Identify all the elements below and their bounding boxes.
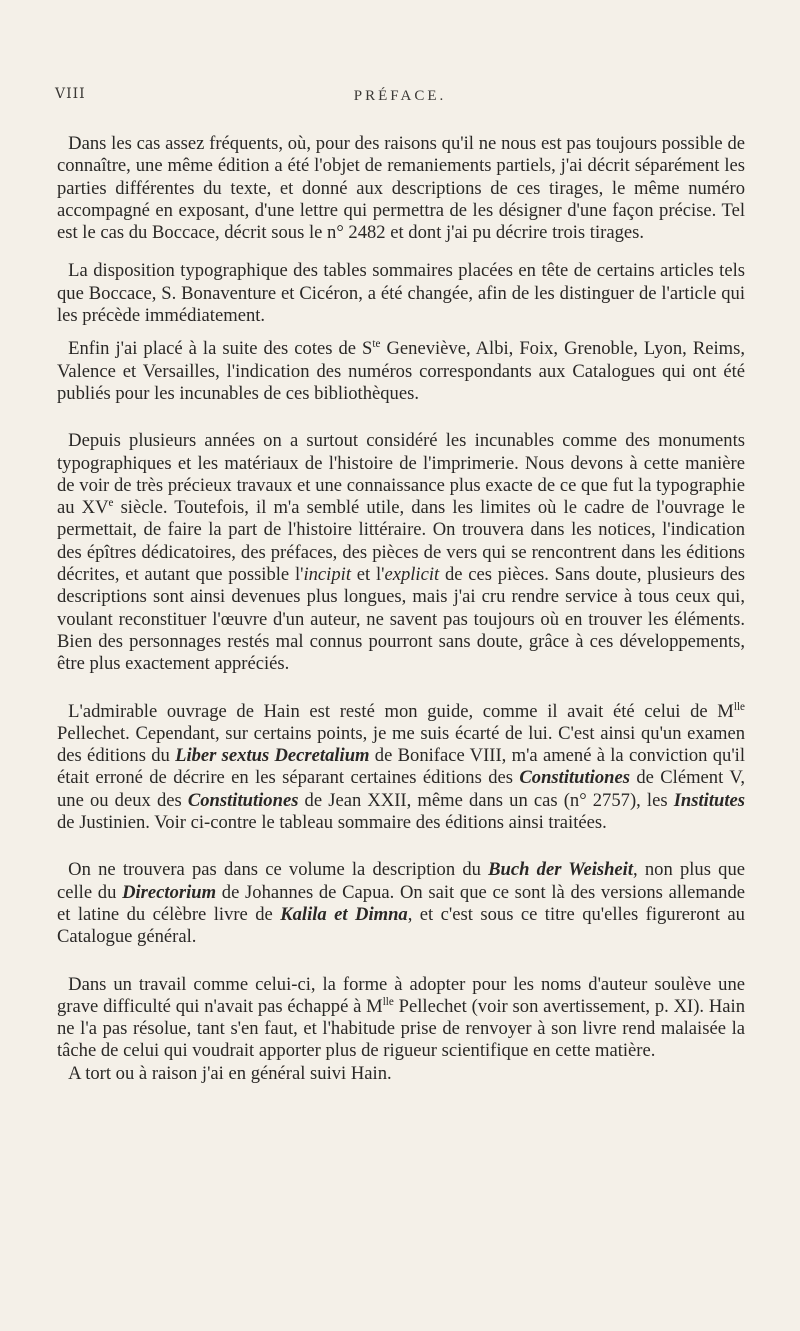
paragraph-1: Dans les cas assez fréquents, où, pour des raisons qu'il ne nous est pas toujours possible de connaître, une même édition a été l'objet de remaniements partiels, j'ai décrit séparément les parties différentes du texte, et donné aux descriptions de ces tirages, le même numéro accompagné en exposant, d'une lettre qui permettra de les désigner d'une façon précise. Tel est le cas du Boccace, décrit sous le n° 2482 et dont j'ai pu décrire trois tirages. xyxy=(57,133,745,244)
superscript: e xyxy=(108,496,114,509)
italic-title: Institutes xyxy=(673,789,745,811)
italic-title: Kalila et Dimna xyxy=(280,903,408,925)
running-head xyxy=(55,86,745,110)
paragraph-7-text-a: Dans un travail comme celui-ci, la forme à adopter pour les noms d'auteur soulève une grave difficulté qui n'avait pas échappé à M xyxy=(57,973,745,1017)
italic-title: Constitutiones xyxy=(519,767,630,789)
paragraph-5-text-e: de Jean XXII, même dans un cas (n° 2757), les xyxy=(298,789,674,811)
italic-title: Constitutiones xyxy=(187,789,299,811)
paragraph-6-text-b: , non plus que celle du xyxy=(57,859,745,903)
paragraph-6 xyxy=(57,859,745,948)
paragraph-5-text-a: L'admirable ouvrage de Hain est resté mon guide, comme il avait été celui de M xyxy=(68,700,734,722)
body-text xyxy=(57,133,745,1085)
paragraph-3 xyxy=(57,338,745,405)
paragraph-6-text-a: On ne trouvera pas dans ce volume la description du xyxy=(68,859,489,881)
paragraph-5-text-f: de Justinien. Voir ci-contre le tableau sommaire des éditions ainsi traitées. xyxy=(57,812,607,834)
paragraph-3-text-a: Enfin j'ai placé à la suite des cotes de S xyxy=(68,338,373,360)
paragraph-7-last-line: A tort ou à raison j'ai en général suivi Hain. xyxy=(68,1062,392,1084)
paragraph-2: La disposition typographique des tables sommaires placées en tête de certains articles tels que Boccace, S. Bonaventure et Cicéron, a été changée, afin de les distinguer de l'article qui les précède immédiatement. xyxy=(57,260,745,327)
paragraph-5 xyxy=(57,701,745,835)
paragraph-4-text-c: et l' xyxy=(350,564,385,586)
italic-title: Liber sextus Decretalium xyxy=(175,745,370,767)
paragraph-5-text-c: de Boniface VIII, m'a amené à la conviction qu'il était erroné de décrire en les séparant certaines éditions des xyxy=(57,745,746,789)
paragraph-5-text-b: Pellechet. Cependant, sur certains points, je me suis écarté de lui. C'est ainsi qu'un examen des éditions du xyxy=(57,722,745,767)
paragraph-3-text-b: Geneviève, Albi, Foix, Grenoble, Lyon, Reims, Valence et Versailles, l'indication des numéros correspondants aux Catalogues qui ont été publiés pour les incunables de ces bibliothèques. xyxy=(57,338,745,404)
paragraph-6-text-d: , et c'est sous ce titre qu'elles figureront au Catalogue général. xyxy=(57,903,745,948)
paragraph-4-text-a: Depuis plusieurs années on a surtout considéré les incunables comme des monuments typographiques et les matériaux de l'histoire de l'imprimerie. Nous devons à cette manière de voir de très précieux travaux et une connaissance plus exacte de ce que fut la typographie au XV xyxy=(57,430,745,519)
italic-term: incipit xyxy=(303,564,351,586)
page-number: VIII xyxy=(55,86,86,102)
paragraph-4-text-d: de ces pièces. Sans doute, plusieurs des descriptions sont ainsi devenues plus longues, mais j'ai cru rendre service à tous ceux qui, voulant reconstituer l'œuvre d'un auteur, ne savent pas toujours où en trouver les éléments. Bien des personnages restés mal connus pourront sans doute, grâce à ces développements, être plus exactement appréciés. xyxy=(57,564,745,675)
paragraph-5-text-d: de Clément V, une ou deux des xyxy=(57,767,745,811)
running-title: PRÉFACE. xyxy=(353,88,447,104)
italic-title: Directorium xyxy=(122,881,217,903)
paragraph-7-text-b: Pellechet (voir son avertissement, p. XI). Hain ne l'a pas résolue, tant s'en faut, et l'habitude prise de renvoyer à son livre rend malaisée la tâche de celui qui voudrait apporter plus de rigueur scientifique en cette matière. xyxy=(57,995,745,1062)
superscript: te xyxy=(372,338,381,351)
paragraph-7 xyxy=(57,974,745,1063)
paragraph-6-text-c: de Johannes de Capua. On sait que ce sont là des versions allemande et latine du célèbre livre de xyxy=(57,881,745,925)
italic-title: Buch der Weisheit xyxy=(488,859,634,881)
superscript: lle xyxy=(733,700,745,713)
italic-term: explicit xyxy=(384,564,440,586)
superscript: lle xyxy=(382,995,394,1008)
paragraph-4-text-b: siècle. Toutefois, il m'a semblé utile, dans les limites où le cadre de l'ouvrage le permettait, de faire la part de l'histoire littéraire. On trouvera dans les notices, l'indication des épîtres dédicatoires, des préfaces, des pièces de vers qui se rencontrent dans les éditions décrites, et autant que possible l' xyxy=(57,497,745,586)
paragraph-4 xyxy=(57,430,745,675)
